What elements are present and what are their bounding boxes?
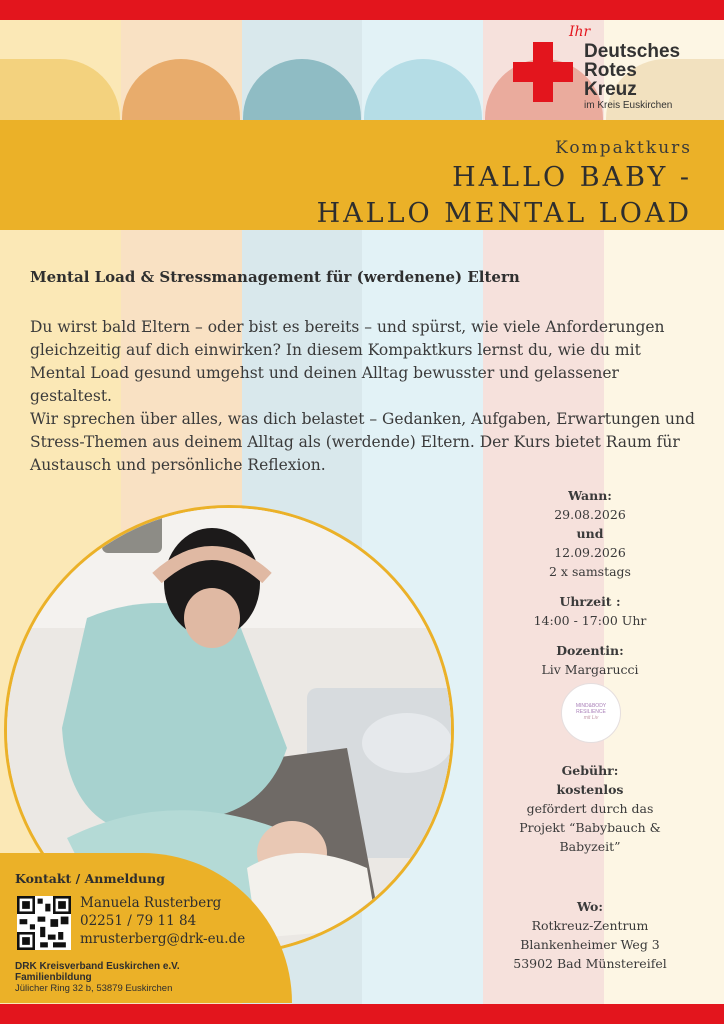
org-line-1: DRK Kreisverband Euskirchen e.V. [15,961,180,972]
und-label: und [576,526,604,541]
bottom-red-bar [0,1004,724,1024]
date-2: 12.09.2026 [554,545,626,560]
dozentin-label: Dozentin: [556,643,624,658]
contact-address: Jülicher Ring 32 b, 53879 Euskirchen [15,983,173,994]
instructor-block [510,641,670,679]
wo-line-1: Rotkreuz-Zentrum [531,918,649,933]
logo-line-1: Deutsches [584,41,681,62]
badge-line-1: MIND&BODY [575,703,607,709]
fee-block [510,761,670,856]
time-block [510,592,670,630]
contact-phone[interactable]: 02251 / 79 11 84 [80,913,197,929]
wo-line-3: 53902 Bad Münstereifel [513,956,667,971]
wann-label: Wann: [568,488,612,503]
uhrzeit-label: Uhrzeit : [559,594,621,609]
logo-script: Ihr [569,24,591,40]
wo-line-2: Blankenheimer Weg 3 [520,937,660,952]
foerder-line-1: gefördert durch das [526,801,654,816]
uhrzeit-value: 14:00 - 17:00 Uhr [533,613,647,628]
resilience-badge [561,683,621,743]
qr-code-icon[interactable] [17,896,71,950]
badge-line-2: RESILIENCE [576,709,606,715]
intro-paragraph-1: Du wirst bald Eltern – oder bist es bereits – und spürst, wie viele Anforderungen gleichzeitig auf dich einwirken? In diesem Kompaktkurs lernst du, wie du mit Mental Load gesund umgehst und deinen Alltag bewusster und gelassener gestaltest. [30,318,665,405]
date-block [510,486,670,581]
course-kicker: Kompaktkurs [555,138,692,158]
logo-line-2: Rotes [584,60,637,81]
logo-subline: im Kreis Euskirchen [584,100,673,111]
contact-email[interactable]: mrusterberg@drk-eu.de [80,931,246,947]
contact-name: Manuela Rusterberg [80,895,222,911]
course-subtitle: Mental Load & Stressmanagement für (werdenene) Eltern [30,268,520,286]
headline-line-2: HALLO MENTAL LOAD [316,198,692,229]
gebuehr-value: kostenlos [556,782,624,797]
org-line-2: Familienbildung [15,972,92,983]
dozentin-value: Liv Margarucci [541,662,639,677]
contact-organisation [15,961,180,983]
badge-line-3: mit Liv [583,715,599,721]
intro-paragraph-2: Wir sprechen über alles, was dich belastet – Gedanken, Aufgaben, Erwartungen und Stress-Themen aus deinem Alltag als (werdende) Eltern. Der Kurs bietet Raum für Austausch und persönliche Reflexion. [30,410,695,474]
headline-line-1: HALLO BABY - [452,162,692,193]
date-1: 29.08.2026 [554,507,626,522]
foerder-line-3: Babyzeit” [559,839,621,854]
top-red-bar [0,0,724,20]
wo-label: Wo: [577,899,603,914]
logo-line-3: Kreuz [584,79,637,100]
red-cross-icon-bar [513,62,573,82]
location-block [510,897,670,973]
intro-text [30,316,700,477]
foerder-line-2: Projekt “Babybauch & [519,820,661,835]
gebuehr-label: Gebühr: [561,763,619,778]
contact-title: Kontakt / Anmeldung [15,871,165,886]
frequency: 2 x samstags [549,564,631,579]
